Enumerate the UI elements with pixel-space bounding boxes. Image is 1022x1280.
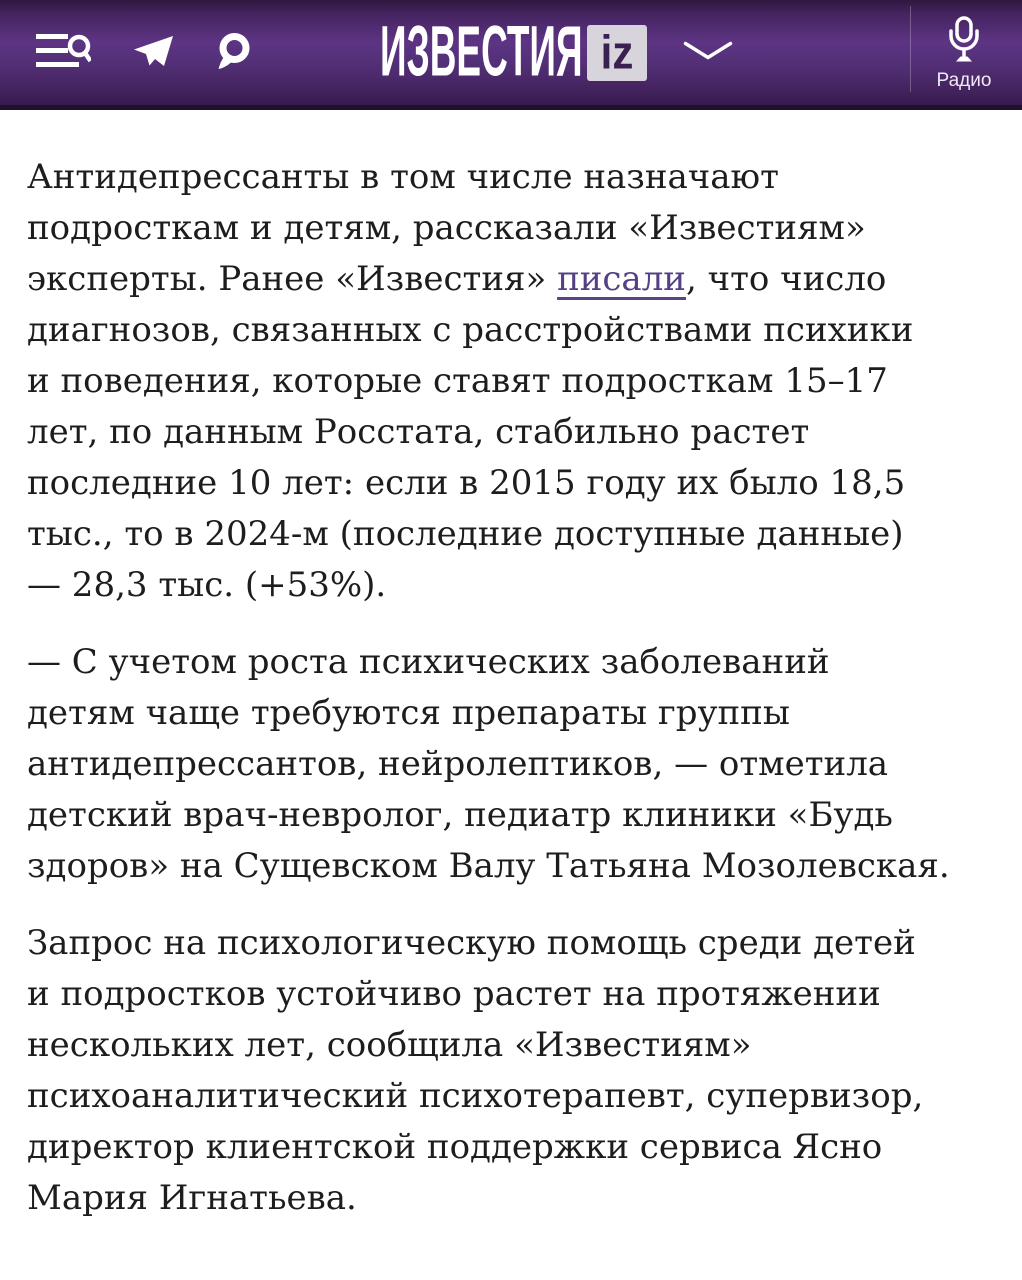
- izvestia-logo[interactable]: [380, 0, 733, 105]
- logo-wordmark: [380, 11, 583, 92]
- header-divider: [910, 6, 911, 92]
- menu-search-icon: [35, 33, 91, 72]
- menu-search-button[interactable]: [35, 33, 91, 72]
- paragraph-2: [27, 637, 1002, 892]
- text-line: — С учетом роста психических заболеваний: [27, 642, 830, 682]
- text-line: здоров» на Сущевском Валу Татьяна Мозолевская.: [27, 846, 950, 886]
- microphone-icon: [944, 16, 984, 69]
- text-line: Мария Игнатьева.: [27, 1178, 357, 1218]
- sections-dropdown-button[interactable]: [683, 41, 733, 65]
- text-line: подросткам и детям, рассказали «Известиям»: [27, 208, 866, 248]
- chat-button[interactable]: [216, 33, 250, 73]
- radio-button[interactable]: [922, 16, 1006, 92]
- iz-badge: iz: [587, 25, 647, 81]
- article-body: [0, 110, 1022, 1224]
- logo-text: ИЗВЕСТИЯ: [380, 11, 583, 92]
- radio-label: Радио: [936, 70, 992, 91]
- site-header: [0, 0, 1022, 110]
- text-line: детям чаще требуются препараты группы: [27, 693, 790, 733]
- chevron-down-icon: [683, 41, 733, 65]
- text-line: директор клиентской поддержки сервиса Ясно: [27, 1127, 883, 1167]
- telegram-icon: [133, 35, 174, 70]
- text-line: антидепрессантов, нейролептиков, — отметила: [27, 744, 889, 784]
- text-line: диагнозов, связанных с расстройствами психики: [27, 310, 914, 350]
- text-line: и поведения, которые ставят подросткам 15–17: [27, 361, 888, 401]
- text-line: — 28,3 тыс. (+53%).: [27, 565, 387, 605]
- text-line: последние 10 лет: если в 2015 году их было 18,5: [27, 463, 906, 503]
- telegram-button[interactable]: [133, 35, 174, 70]
- chat-bubble-icon: [216, 33, 250, 73]
- text-segment: , что число: [685, 259, 887, 299]
- header-left-icons: [35, 0, 250, 105]
- paragraph-1: [27, 152, 1002, 611]
- text-segment: эксперты. Ранее «Известия»: [27, 259, 558, 299]
- text-line: Антидепрессанты в том числе назначают: [27, 157, 779, 197]
- text-line-with-link: [27, 254, 1002, 305]
- text-line: нескольких лет, сообщила «Известиям»: [27, 1025, 752, 1065]
- text-line: и подростков устойчиво растет на протяжении: [27, 974, 881, 1014]
- text-line: Запрос на психологическую помощь среди детей: [27, 923, 916, 963]
- text-line: психоаналитический психотерапевт, супервизор,: [27, 1076, 924, 1116]
- text-line: тыс., то в 2024-м (последние доступные данные): [27, 514, 904, 554]
- text-line: лет, по данным Росстата, стабильно растет: [27, 412, 810, 452]
- article-link-pisali[interactable]: писали: [557, 259, 686, 299]
- paragraph-3: [27, 918, 1002, 1224]
- text-line: детский врач-невролог, педиатр клиники «Будь: [27, 795, 893, 835]
